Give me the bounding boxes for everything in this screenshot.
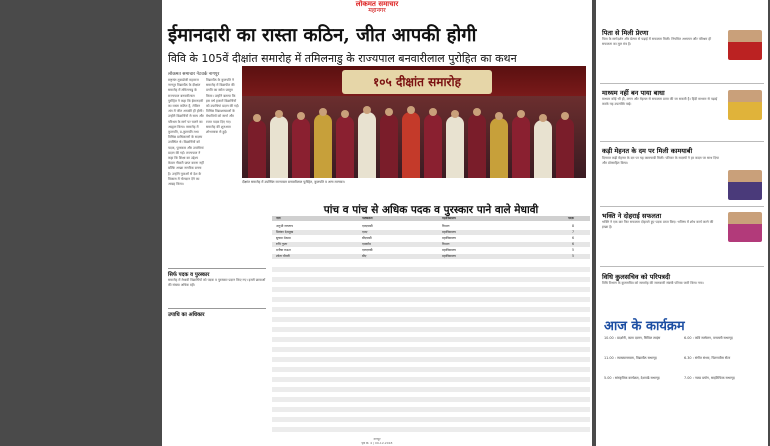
table-row <box>272 230 590 235</box>
cell-name: प्रियंका देशमुख <box>276 230 294 234</box>
subheadline: विवि के 105वें दीक्षांत समारोह में तमिलनाडु के राज्यपाल बनवारीलाल पुरोहित का कथन <box>168 52 517 65</box>
cell-college: विभाग <box>442 224 450 228</box>
convocation-photo <box>242 66 586 178</box>
divider <box>600 141 764 142</box>
sidebar-story-2-text: माध्यम कोई भी हो, लगन और मेहनत से सफलता प्राप्त की जा सकती है। हिंदी माध्यम से पढ़ाई करके यह उपलब्धि पाई। <box>602 97 718 107</box>
page-footer <box>162 437 592 445</box>
sidebar-story-5-title: विधि कुलसचिव को परिपत्रदी <box>602 273 671 281</box>
sidebar-story-5-text: विधि विभाग के कुलसचिव को समारोह की जानकारी संबंधी परिपत्र जारी किया गया। <box>602 281 704 285</box>
sub-box2-title: उपाधि का अधिकार <box>168 308 266 318</box>
event-item: 11.00 : व्याख्यानमाला, विद्यापीठ सभागृह <box>604 356 657 360</box>
medal-table <box>272 216 590 438</box>
photo-stage <box>242 96 586 178</box>
sidebar-story-2-title: माध्यम नहीं बन पाया बाधा <box>602 89 665 97</box>
student-photo-2 <box>728 90 762 120</box>
cell-count: 7 <box>572 230 575 234</box>
cell-college: विभाग <box>442 242 450 246</box>
medal-table-title: पांच व पांच से अधिक पदक व पुरस्कार पाने वाले मेधावी <box>323 204 539 216</box>
event-item: 10.00 : प्रदर्शनी, कला दालन, सिविल लाइंस <box>604 336 661 340</box>
sidebar-story-3-text: दिनरात कड़ी मेहनत के दम पर यह कामयाबी मिली। परिवार के सदस्यों ने हर कदम पर साथ दिया और प्रोत्साहित किया। <box>602 156 719 166</box>
table-row <box>272 248 590 253</box>
cell-name: श्वेता चौधरी <box>276 254 290 258</box>
table-row <box>272 236 590 241</box>
event-item: 6.00 : कवि सम्मेलन, वनामती सभागृह <box>684 336 733 340</box>
sidebar-story-4-title: भक्ति ने दोहराई सफलता <box>602 212 662 220</box>
sidebar-page <box>596 0 768 446</box>
cell-name: रुचि गुप्ता <box>276 242 288 246</box>
cell-college: महाविद्यालय <box>442 254 456 258</box>
event-item: 7.00 : नाट्य प्रयोग, साइंटिफिक सभागृह <box>684 376 735 380</box>
photo-caption: दीक्षांत समारोह में उपस्थित राज्यपाल बनवारीलाल पुरोहित, कुलपति व अन्य मान्यवर। <box>242 180 345 184</box>
sidebar-story-4-text: भक्ति ने एक बार फिर सफलता दोहराते हुए पदक प्राप्त किए। भविष्य में शोध कार्य करने की इच्छा है। <box>602 220 714 230</box>
masthead-section: महानगर <box>368 7 386 14</box>
table-row <box>272 224 590 229</box>
photo-backdrop <box>242 66 586 96</box>
cell-name: अनुश्री जगताप <box>276 224 293 228</box>
table-row <box>272 254 590 259</box>
cell-college: महाविद्यालय <box>442 236 456 240</box>
headline: ईमानदारी का रास्ता कठिन, जीत आपकी होगी <box>168 25 477 46</box>
story-column-1: राष्ट्रसंत तुकडोजी महाराज नागपुर विद्यापीठ के दीक्षांत समारोह में तमिलनाडु के राज्यपाल बनवारीलाल पुरोहित ने कहा कि ईमानदारी का रास्ता कठिन है, लेकिन अंत में जीत आपकी ही होगी। उन्होंने विद्यार्थियों से सत्य और परिश्रम के मार्ग पर चलने का आह्वान किया। समारोह में कुलपति, प्र-कुलपति तथा विभिन्न प्राधिकरणों के सदस्य उपस्थित थे। विद्यार्थियों को पदक, पुरस्कार और उपाधियां प्रदान की गईं। राज्यपाल ने कहा कि शिक्षा का उद्देश्य केवल नौकरी प्राप्त करना नहीं बल्कि अच्छा नागरिक बनना है। उन्होंने युवाओं से देश के विकास में योगदान देने का आग्रह किया। <box>168 78 204 187</box>
cell-course: एमएससी <box>362 224 373 228</box>
cell-college: महाविद्यालय <box>442 248 456 252</box>
table-header <box>272 216 590 221</box>
sidebar-story-3-title: कड़ी मेहनत के दम पर मिली कामयाबी <box>602 147 693 155</box>
cell-count: 6 <box>572 236 575 240</box>
footer-city: नागपुर <box>373 437 381 441</box>
byline: लोकमत समाचार नेटवर्क नागपुर <box>168 72 220 77</box>
events-title: आज के कार्यक्रम <box>604 319 685 334</box>
student-photo-3 <box>728 170 762 200</box>
sub-box-title: सिर्फ पदक व पुरस्कार <box>168 268 266 278</box>
sidebar-story-1-text: पिता के मार्गदर्शन और प्रेरणा से पढ़ाई में सफलता मिली। नियमित अध्ययन और परिश्रम ही सफलता का मूल मंत्र है। <box>602 37 712 47</box>
cell-count: 5 <box>572 248 575 252</box>
student-photo-4 <box>728 212 762 242</box>
cell-college: महाविद्यालय <box>442 230 456 234</box>
divider <box>600 83 764 84</box>
masthead <box>162 0 592 14</box>
cell-course: बीएससी <box>362 236 372 240</box>
event-item: 6.30 : संगीत संध्या, चिटणवीस सेंटर <box>684 356 731 360</box>
cell-course: एमकॉम <box>362 242 371 246</box>
story-column-2: विद्यापीठ के कुलपति ने समारोह में विद्यापीठ की प्रगति का ब्योरा प्रस्तुत किया। उन्होंने बताया कि इस वर्ष हजारों विद्यार्थियों को उपाधियां प्रदान की गईं। विभिन्न विद्याशाखाओं के मेधावियों को स्वर्ण और रजत पदक दिए गए। समारोह की शुरुआत शोभायात्रा से हुई। <box>206 78 240 135</box>
header-count: पदक <box>568 216 574 220</box>
cell-count: 5 <box>572 254 575 258</box>
student-photo-1 <box>728 30 762 60</box>
header-name: नाम <box>276 216 281 220</box>
cell-name: सुषमा मेश्राम <box>276 236 291 240</box>
table-row <box>272 242 590 247</box>
cell-count: 6 <box>572 242 575 246</box>
masthead-brand: लोकमत समाचार <box>355 0 399 8</box>
newspaper-page <box>162 0 592 446</box>
sidebar-story-1-title: पिता से मिली प्रेरणा <box>602 29 649 37</box>
divider <box>600 206 764 207</box>
cell-course: एमए <box>362 230 368 234</box>
header-college: महाविद्यालय <box>442 216 456 220</box>
divider <box>600 266 764 267</box>
sub-box-text: समारोह में मेधावी विद्यार्थियों को पदक व पुरस्कार प्रदान किए गए। इसमें छात्राओं की संख्या अधिक रही। <box>168 278 266 288</box>
footer-page: पृष्ठ क्र. 4 | 09-12-2018 <box>361 441 393 445</box>
cell-name: मनीषा राऊत <box>276 248 291 252</box>
event-item: 5.00 : सांस्कृतिक कार्यक्रम, देशपांडे सभागृह <box>604 376 660 380</box>
table-continued-rows <box>272 262 590 434</box>
cell-course: बीए <box>362 254 367 258</box>
cell-count: 8 <box>572 224 575 228</box>
events-box <box>600 316 764 442</box>
photo-banner: १०५ दीक्षांत समारोह <box>342 70 492 94</box>
sub-box <box>168 268 266 328</box>
cell-course: एलएलबी <box>362 248 373 252</box>
header-course: पाठ्यक्रम <box>362 216 373 220</box>
